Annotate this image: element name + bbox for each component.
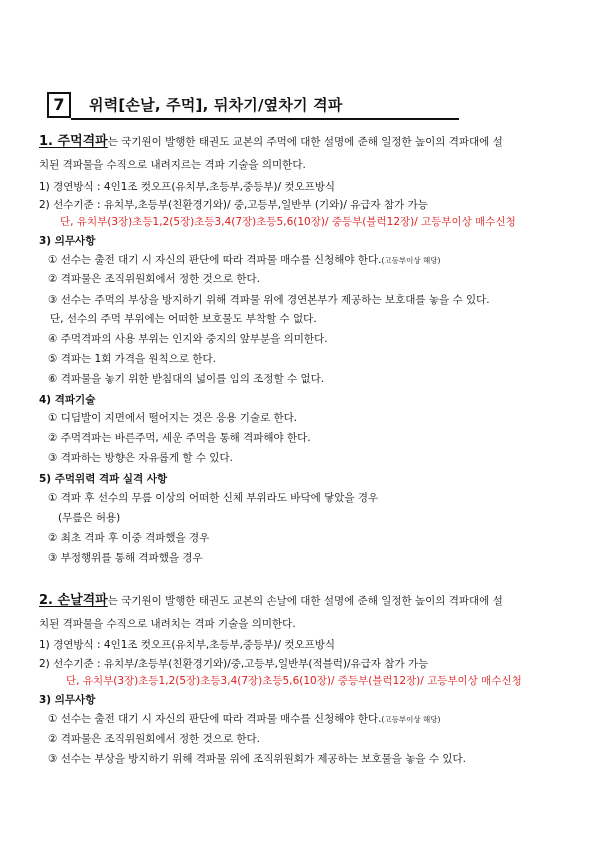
section1-disqualify-3: ③ 부정행위를 통해 격파했을 경우 (48, 552, 203, 564)
chapter-number-box: 7 (47, 92, 71, 118)
section1-technique-1: ① 디딤발이 지면에서 떨어지는 것은 응용 기술로 한다. (48, 412, 298, 424)
section1-duty-4: ④ 주먹격파의 사용 부위는 인지와 중지의 앞부분을 의미한다. (48, 333, 328, 345)
section2-heading (39, 593, 503, 609)
section2-duty-1-note: (고등부이상 해당) (381, 715, 441, 724)
section1-heading (39, 134, 503, 150)
chapter-underline (71, 118, 459, 120)
section2-duty-3: ③ 선수는 부상을 방지하기 위해 격파물 위에 조직위원회가 제공하는 보호물을 놓을 수 있다. (48, 753, 466, 765)
section1-technique-heading: 4) 격파기술 (39, 394, 96, 406)
section2-item-format: 1) 경연방식 : 4인1조 컷오프(유치부,초등부,중등부)/ 컷오프방식 (39, 639, 336, 651)
section2-intro-1: 는 국기원이 발행한 태권도 교본의 손날에 대한 설명에 준해 일정한 높이의 격파대에 설 (107, 595, 503, 607)
section2-title: 2. 손날격파 (39, 593, 108, 608)
section1-duty-2: ② 격파물은 조직위원회에서 정한 것으로 한다. (48, 273, 261, 285)
section1-item-criteria: 2) 선수기준 : 유치부,초등부(친환경기와)/ 중,고등부,일반부 (기와)/ 유급자 참가 가능 (39, 199, 428, 211)
section1-duties-heading: 3) 의무사항 (39, 235, 96, 247)
section2-intro-2: 치된 격파물을 수직으로 내려치는 격파 기술을 의미한다. (39, 618, 296, 630)
section1-duty-6: ⑥ 격파물을 놓기 위한 받침대의 넓이를 임의 조정할 수 없다. (48, 373, 325, 385)
section1-duty-3-cont: 단, 선수의 주먹 부위에는 어떠한 보호물도 부착할 수 없다. (50, 313, 317, 325)
chapter-header (47, 92, 557, 122)
section1-disqualify-1-note: (무릎은 허용) (58, 512, 121, 524)
section1-duty-1: ① 선수는 출전 대기 시 자신의 판단에 따라 격파물 매수를 신청해야 한다.(고등부이상 해당) (48, 254, 441, 266)
section1-item-format: 1) 경연방식 : 4인1조 컷오프(유치부,초등부,중등부)/ 컷오프방식 (39, 181, 336, 193)
chapter-title: 위력[손날, 주먹], 뒤차기/옆차기 격파 (89, 96, 343, 114)
section2-item-criteria-note: 단, 유치부(3장)초등1,2(5장)초등3,4(7장)초등5,6(10장)/ 중등부(블럭12장)/ 고등부이상 매수신청 (66, 675, 522, 687)
section2-duty-1: ① 선수는 출전 대기 시 자신의 판단에 따라 격파물 매수를 신청해야 한다.(고등부이상 해당) (48, 713, 441, 725)
section1-intro-1: 는 국기원이 발행한 태권도 교본의 주먹에 대한 설명에 준해 일정한 높이의 격파대에 설 (107, 136, 503, 148)
section2-item-criteria: 2) 선수기준 : 유치부/초등부(친환경기와)/중,고등부,일반부(적블럭)/유급자 참가 가능 (39, 658, 429, 670)
section1-duty-5: ⑤ 격파는 1회 가격을 원칙으로 한다. (48, 353, 216, 365)
section1-disqualify-1: ① 격파 후 선수의 무릎 이상의 어떠한 신체 부위라도 바닥에 닿았을 경우 (48, 492, 379, 504)
section1-intro-2: 치된 격파물을 수직으로 내려지르는 격파 기술을 의미한다. (39, 159, 306, 171)
section2-duty-2: ② 격파물은 조직위원회에서 정한 것으로 한다. (48, 733, 261, 745)
section1-disqualify-heading: 5) 주먹위력 격파 실격 사항 (39, 473, 168, 485)
section1-disqualify-2: ② 최초 격파 후 이중 격파했을 경우 (48, 532, 210, 544)
section1-duty-3: ③ 선수는 주먹의 부상을 방지하기 위해 격파물 위에 경연본부가 제공하는 보호대를 놓을 수 있다. (48, 294, 490, 306)
section1-item-criteria-note: 단, 유치부(3장)초등1,2(5장)초등3,4(7장)초등5,6(10장)/ 중등부(블럭12장)/ 고등부이상 매수신청 (60, 216, 516, 228)
section1-technique-3: ③ 격파하는 방향은 자유롭게 할 수 있다. (48, 452, 233, 464)
section1-duty-1-note: (고등부이상 해당) (381, 256, 441, 265)
section2-duties-heading: 3) 의무사항 (39, 694, 96, 706)
section1-technique-2: ② 주먹격파는 바른주먹, 세운 주먹을 통해 격파해야 한다. (48, 432, 311, 444)
section1-title: 1. 주먹격파 (39, 134, 108, 149)
